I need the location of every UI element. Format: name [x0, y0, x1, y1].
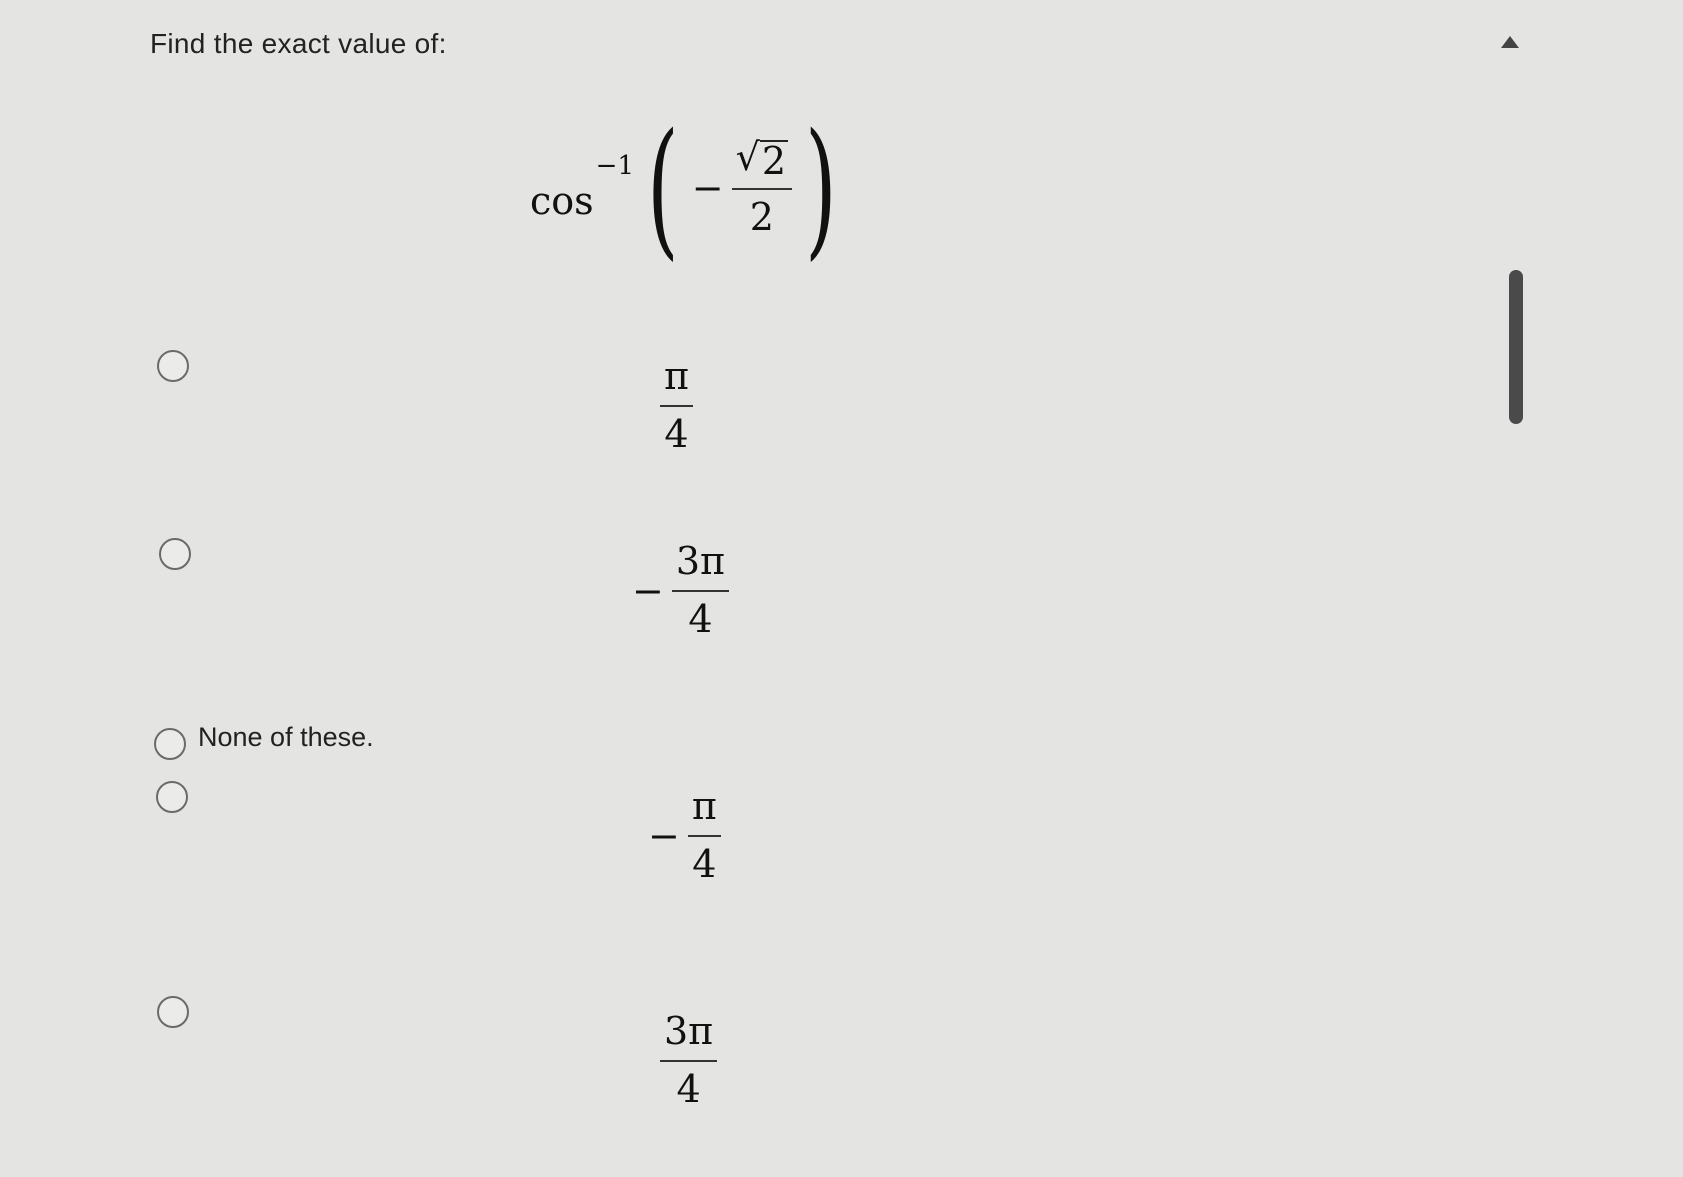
fraction-bar: [660, 1060, 717, 1062]
option-1-radio[interactable]: [157, 350, 189, 382]
question-expression: [530, 102, 850, 274]
scrollbar-thumb[interactable]: [1509, 270, 1523, 424]
option-2-sign: −: [632, 568, 664, 613]
option-1-denominator: 4: [664, 411, 689, 456]
option-4-denominator: 4: [692, 841, 717, 886]
option-1-numerator: π: [664, 354, 689, 398]
option-4-fraction: [688, 785, 721, 886]
right-paren: ): [804, 102, 837, 274]
inverse-exponent: −1: [595, 151, 634, 181]
option-1-answer: [660, 355, 693, 456]
option-2-denominator: 4: [688, 596, 713, 641]
left-paren: (: [646, 102, 679, 274]
option-5-radio[interactable]: [157, 996, 189, 1028]
fraction-denominator: 2: [749, 195, 774, 240]
option-5-denominator: 4: [676, 1066, 701, 1111]
function-name: cos: [530, 179, 594, 223]
fraction-bar: [672, 590, 729, 592]
sqrt-numerator: [732, 136, 792, 182]
fraction-bar: [732, 188, 792, 190]
option-2-answer: [632, 540, 729, 641]
option-5-answer: [660, 1010, 717, 1111]
option-1-fraction: [660, 355, 693, 456]
sqrt-icon: √: [735, 135, 760, 180]
option-5-fraction: [660, 1010, 717, 1111]
option-4-answer: [648, 785, 721, 886]
question-prompt: Find the exact value of:: [150, 28, 447, 59]
option-2-radio[interactable]: [159, 538, 191, 570]
fraction-bar: [688, 835, 721, 837]
sqrt-radicand: 2: [761, 139, 786, 184]
question-fraction: [732, 136, 792, 240]
option-3-radio[interactable]: [154, 728, 186, 760]
option-4-numerator: π: [691, 784, 717, 828]
option-3-text: None of these.: [198, 722, 374, 752]
option-2-fraction: [672, 540, 729, 641]
option-4-radio[interactable]: [156, 781, 188, 813]
triangle-up-icon[interactable]: [1501, 36, 1519, 48]
option-2-numerator: 3π: [675, 539, 725, 583]
fraction-bar: [660, 405, 693, 407]
option-4-sign: −: [648, 813, 680, 858]
option-5-numerator: 3π: [664, 1009, 714, 1053]
minus-sign: −: [691, 166, 724, 210]
